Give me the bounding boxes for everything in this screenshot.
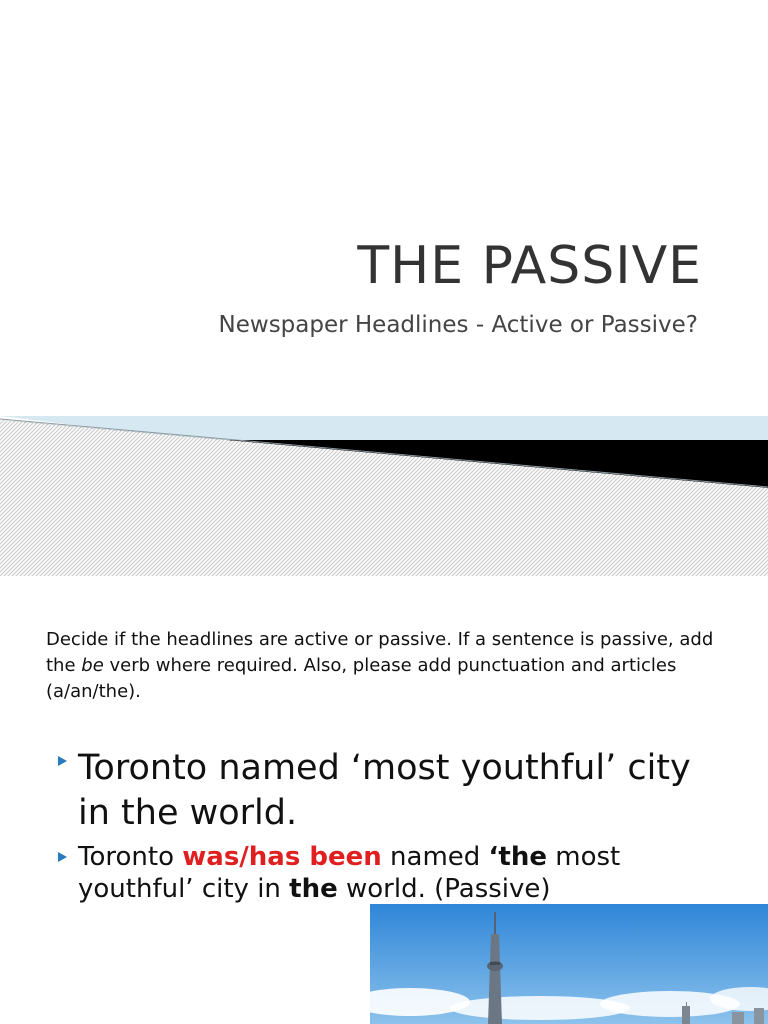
slide-title: THE PASSIVE (357, 236, 702, 296)
toronto-skyline-photo (370, 904, 768, 1024)
headline-text: Toronto named ‘most youthful’ city in the world. (78, 748, 691, 833)
answer-bullet (58, 841, 708, 905)
headline-bullet (58, 746, 708, 836)
slide-subtitle: Newspaper Headlines - Active or Passive? (218, 312, 698, 338)
triangle-bullet-icon (58, 852, 67, 862)
content-slide (0, 576, 768, 1024)
answer-text: Toronto was/has been named ‘the most youthful’ city in the world. (Passive) (78, 842, 621, 904)
instructions-text: Decide if the headlines are active or passive. If a sentence is passive, add the be verb where required. Also, please add punctuation and articles (a/an/the). (46, 629, 714, 702)
triangle-bullet-icon (58, 756, 67, 766)
